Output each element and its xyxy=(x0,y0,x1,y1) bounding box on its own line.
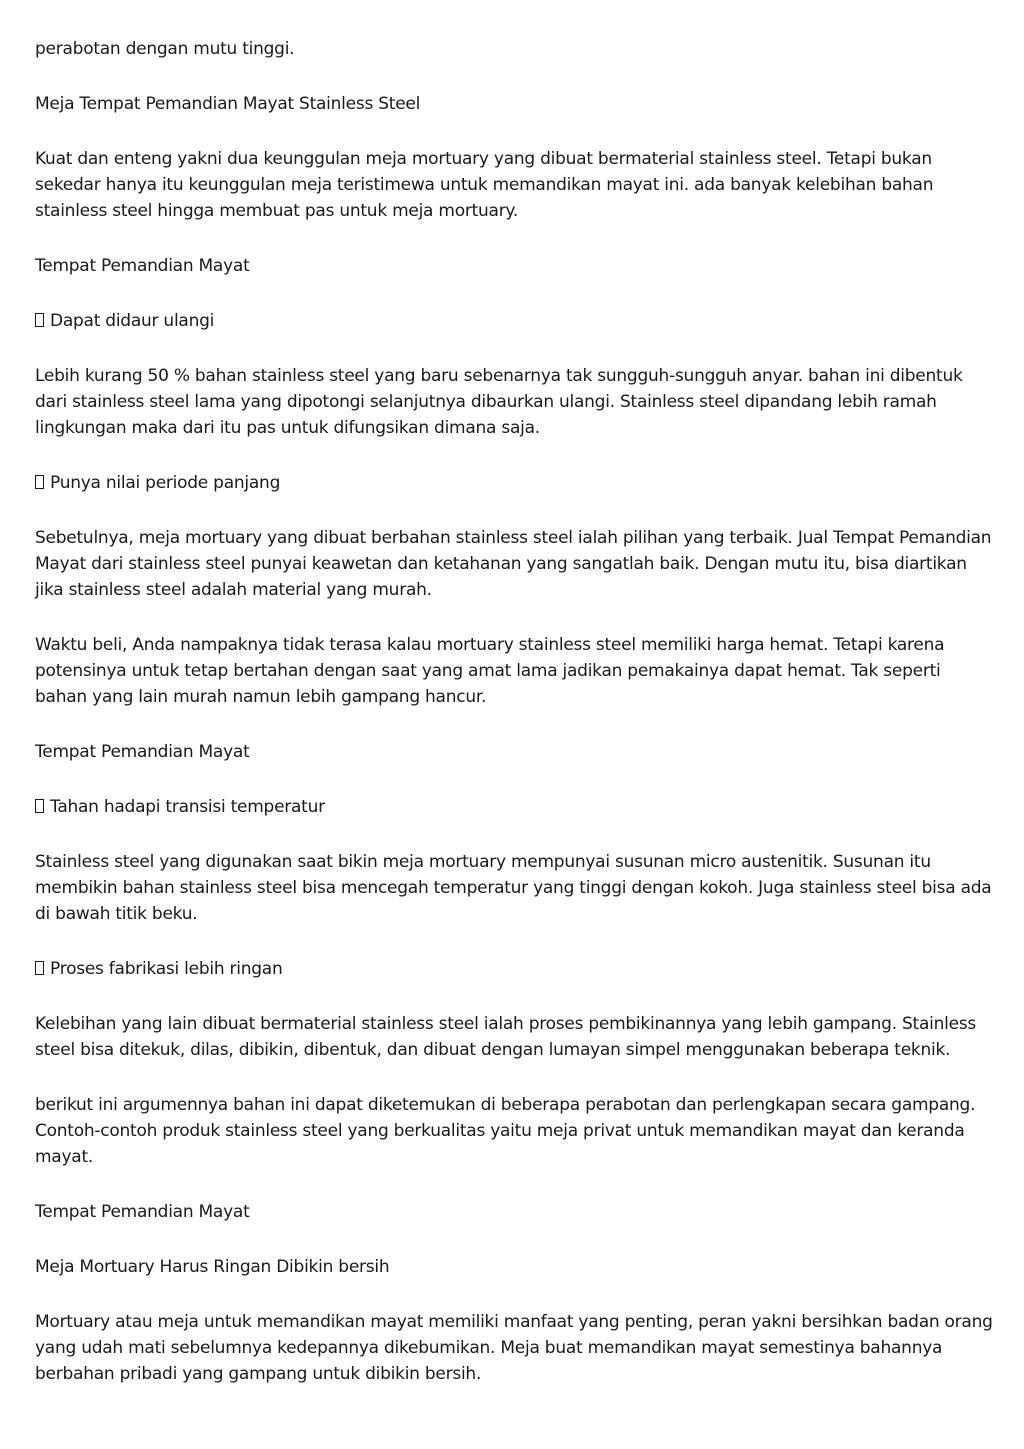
paragraph: Kelebihan yang lain dibuat bermaterial stainless steel ialah proses pembikinannya yang lebih gampang. Stainless steel bisa ditekuk, dilas, dibikin, dibentuk, dan dibuat dengan lumayan simpel menggunakan beberapa teknik. xyxy=(35,1014,977,1060)
paragraph: berikut ini argumennya bahan ini dapat diketemukan di beberapa perabotan dan perlengkapan secara gampang. Contoh-contoh produk stainless steel yang berkualitas yaitu meja privat untuk memandikan mayat dan keranda mayat. xyxy=(35,1095,976,1167)
bullet-item xyxy=(35,308,993,334)
missing-glyph-icon xyxy=(35,961,44,975)
paragraph: Waktu beli, Anda nampaknya tidak terasa kalau mortuary stainless steel memiliki harga hemat. Tetapi karena potensinya untuk tetap bertahan dengan saat yang amat lama jadikan pemakainya dapat hemat. Tak seperti bahan yang lain murah namun lebih gampang hancur. xyxy=(35,635,945,707)
bullet-item-label: Punya nilai periode panjang xyxy=(50,473,281,493)
bullet-item xyxy=(35,956,993,982)
bullet-item-label: Dapat didaur ulangi xyxy=(50,311,215,331)
paragraph: Sebetulnya, meja mortuary yang dibuat berbahan stainless steel ialah pilihan yang terbaik. Jual Tempat Pemandian Mayat dari stainless steel punyai keawetan dan ketahanan yang sangatlah baik. Dengan mutu itu, bisa diartikan jika stainless steel adalah material yang murah. xyxy=(35,528,992,600)
bullet-item xyxy=(35,470,993,496)
bullet-item-label: Proses fabrikasi lebih ringan xyxy=(50,959,283,979)
section-heading: Meja Tempat Pemandian Mayat Stainless Steel xyxy=(35,94,421,114)
bullet-item xyxy=(35,794,993,820)
missing-glyph-icon xyxy=(35,313,44,327)
paragraph: Mortuary atau meja untuk memandikan mayat memiliki manfaat yang penting, peran yakni bersihkan badan orang yang udah mati sebelumnya kedepannya dikebumikan. Meja buat memandikan mayat semestinya bahannya berbahan pribadi yang gampang untuk dibikin bersih. xyxy=(35,1312,993,1384)
paragraph: Stainless steel yang digunakan saat bikin meja mortuary mempunyai susunan micro austenitik. Susunan itu membikin bahan stainless steel bisa mencegah temperatur yang tinggi dengan kokoh. Juga stainless steel bisa ada di bawah titik beku. xyxy=(35,852,992,924)
section-heading: Tempat Pemandian Mayat xyxy=(35,742,250,762)
section-heading: Tempat Pemandian Mayat xyxy=(35,1202,250,1222)
missing-glyph-icon xyxy=(35,475,44,489)
bullet-item-label: Tahan hadapi transisi temperatur xyxy=(50,797,325,817)
document-body xyxy=(35,36,993,1416)
paragraph: perabotan dengan mutu tinggi. xyxy=(35,39,295,59)
section-heading: Tempat Pemandian Mayat xyxy=(35,256,250,276)
paragraph: Kuat dan enteng yakni dua keunggulan meja mortuary yang dibuat bermaterial stainless steel. Tetapi bukan sekedar hanya itu keunggulan meja teristimewa untuk memandikan mayat ini. ada banyak kelebihan bahan stainless steel hingga membuat pas untuk meja mortuary. xyxy=(35,149,934,221)
missing-glyph-icon xyxy=(35,799,44,813)
paragraph: Lebih kurang 50 % bahan stainless steel yang baru sebenarnya tak sungguh-sungguh anyar. bahan ini dibentuk dari stainless steel lama yang dipotongi selanjutnya dibaurkan ulangi. Stainless steel dipandang lebih ramah lingkungan maka dari itu pas untuk difungsikan dimana saja. xyxy=(35,366,963,438)
section-heading: Meja Mortuary Harus Ringan Dibikin bersih xyxy=(35,1257,390,1277)
